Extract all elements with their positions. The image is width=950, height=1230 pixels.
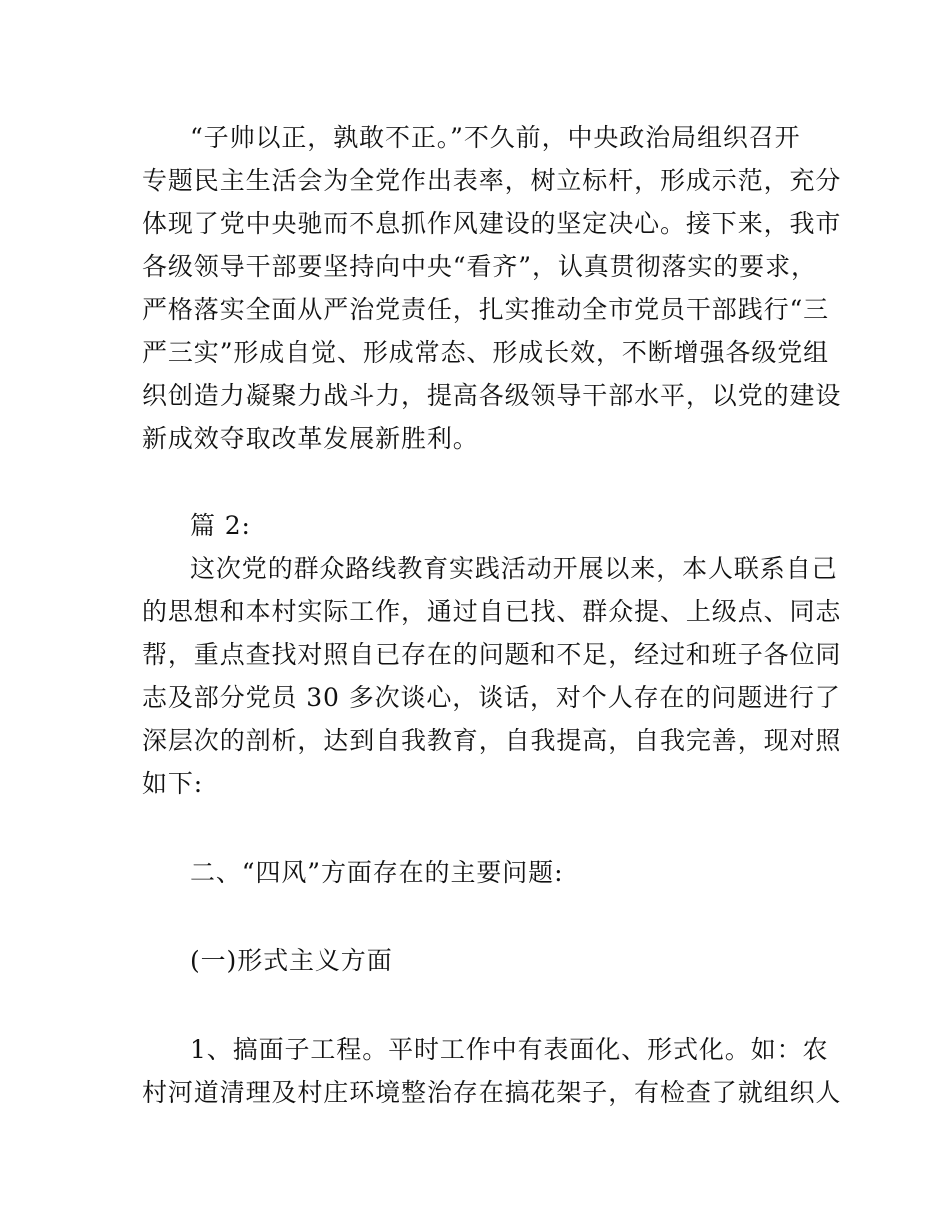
heading-four-winds-problems: 二、“四风”方面存在的主要问题: bbox=[190, 858, 564, 887]
paragraph-3-line-1: 1、搞面子工程。平时工作中有表面化、形式化。如：农 bbox=[190, 1035, 829, 1064]
paragraph-2-line-5: 深层次的剖析，达到自我教育，自我提高，自我完善，现对照 bbox=[142, 726, 842, 755]
paragraph-2-line-2: 的思想和本村实际工作，通过自已找、群众提、上级点、同志 bbox=[142, 597, 842, 626]
paragraph-1-line-3: 体现了党中央驰而不息抓作风建设的坚定决心。接下来，我市 bbox=[142, 209, 842, 238]
paragraph-2-line-1: 这次党的群众路线教育实践活动开展以来，本人联系自己 bbox=[190, 554, 838, 583]
paragraph-3-line-2: 村河道清理及村庄环境整治存在搞花架子，有检查了就组织人 bbox=[142, 1078, 842, 1107]
paragraph-1-line-5: 严格落实全面从严治党责任，扎实推动全市党员干部践行“三 bbox=[142, 295, 830, 324]
paragraph-1-line-7: 织创造力凝聚力战斗力，提高各级领导干部水平，以党的建设 bbox=[142, 381, 842, 410]
paragraph-2-line-3: 帮，重点查找对照自已存在的问题和不足，经过和班子各位同 bbox=[142, 640, 842, 669]
paragraph-1-line-1: “子帅以正，孰敢不正。”不久前，中央政治局组织召开 bbox=[190, 123, 801, 152]
paragraph-1-line-8: 新成效夺取改革发展新胜利。 bbox=[142, 424, 479, 453]
paragraph-1-line-6: 严三实”形成自觉、形成常态、形成长效，不断增强各级党组 bbox=[142, 338, 830, 367]
heading-formalism: (一)形式主义方面 bbox=[190, 946, 393, 975]
section-label: 篇 2: bbox=[190, 511, 251, 540]
paragraph-1-line-4: 各级领导干部要坚持向中央“看齐”，认真贯彻落实的要求， bbox=[142, 252, 817, 281]
paragraph-2-line-4: 志及部分党员 30 多次谈心，谈话，对个人存在的问题进行了 bbox=[142, 683, 841, 712]
paragraph-1-line-2: 专题民主生活会为全党作出表率，树立标杆，形成示范，充分 bbox=[142, 166, 842, 195]
paragraph-2-line-6: 如下: bbox=[142, 769, 204, 798]
